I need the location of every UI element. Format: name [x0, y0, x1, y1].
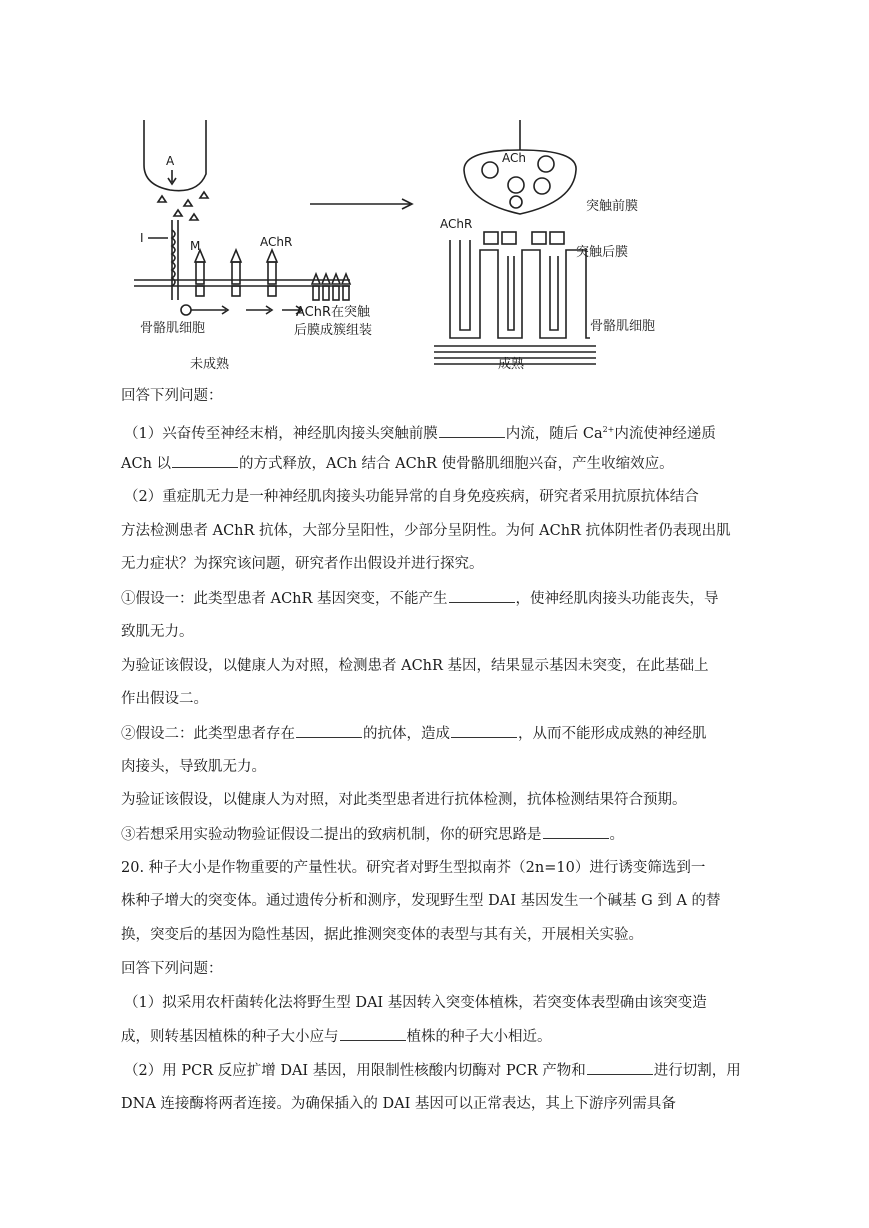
- label-postsynaptic: 突触后膜: [576, 245, 629, 260]
- caption-mature: 成熟: [498, 357, 525, 372]
- neuromuscular-junction-figure: [120, 110, 700, 378]
- text-line: 作出假设二。: [121, 691, 208, 707]
- research-idea-line: ③若想采用实验动物验证假设二提出的致病机制，你的研究思路是 。: [121, 824, 761, 845]
- label-ach: ACh: [502, 151, 526, 165]
- label-i: I: [140, 231, 144, 245]
- answer-blank[interactable]: [296, 723, 362, 738]
- text-line: （2）重症肌无力是一种神经肌肉接头功能异常的自身免疫疾病，研究者采用抗原抗体结合: [124, 489, 699, 505]
- answer-blank[interactable]: [543, 824, 609, 839]
- text-line: 为验证该假设，以健康人为对照，检测患者 AChR 基因，结果显示基因未突变，在此基础上: [121, 658, 709, 674]
- label-skeletal-cell-left: 骨骼肌细胞: [140, 321, 206, 336]
- question-1-line-2: ACh 以 的方式释放，ACh 结合 AChR 使骨骼肌细胞兴奋，产生收缩效应。: [121, 453, 761, 474]
- label-a: A: [166, 154, 175, 168]
- caption-immature: 未成熟: [190, 357, 230, 372]
- hypothesis-1-line: ①假设一：此类型患者 AChR 基因突变，不能产生 ，使神经肌肉接头功能丧失，导: [121, 588, 761, 609]
- answer-blank[interactable]: [587, 1060, 653, 1075]
- hypothesis-2-line: ②假设二：此类型患者存在 的抗体，造成 ，从而不能形成成熟的神经肌: [121, 723, 761, 744]
- label-presynaptic: 突触前膜: [586, 199, 639, 214]
- text-line: 株种子增大的突变体。通过遗传分析和测序，发现野生型 DAI 基因发生一个碱基 G 到 A 的替: [121, 893, 721, 909]
- text-line: 回答下列问题：: [121, 388, 223, 404]
- label-achr-left: AChR: [260, 235, 293, 249]
- text-line: DNA 连接酶将两者连接。为确保插入的 DAI 基因可以正常表达，其上下游序列需具备: [121, 1096, 676, 1112]
- label-assembly-2: 后膜成簇组装: [294, 323, 373, 338]
- text-line: 回答下列问题：: [121, 961, 223, 977]
- answer-blank[interactable]: [439, 423, 505, 438]
- text-line: 肉接头，导致肌无力。: [121, 759, 266, 775]
- answer-blank[interactable]: [449, 588, 515, 603]
- label-achr-right: AChR: [440, 217, 473, 231]
- label-m: M: [190, 239, 201, 253]
- text-line: （1）拟采用农杆菌转化法将野生型 DAI 基因转入突变体植株，若突变体表型确由该突变造: [124, 995, 707, 1011]
- label-assembly-1: AChR在突触: [296, 305, 371, 320]
- text-line: 无力症状？为探究该问题，研究者作出假设并进行探究。: [121, 556, 484, 572]
- answer-blank[interactable]: [340, 1026, 406, 1041]
- text-line: 方法检测患者 AChR 抗体，大部分呈阳性，少部分呈阴性。为何 AChR 抗体阴性者仍表现出肌: [121, 523, 731, 539]
- question-1-line-1: （1）兴奋传至神经末梢，神经肌肉接头突触前膜 内流，随后 $Ca^{2+}$内流使神经递质: [124, 425, 716, 442]
- q20-2-line-1: （2）用 PCR 反应扩增 DAI 基因，用限制性核酸内切酶对 PCR 产物和 进行切割，用: [124, 1060, 764, 1081]
- answer-blank[interactable]: [172, 453, 238, 468]
- answer-blank[interactable]: [451, 723, 517, 738]
- text-line: 换，突变后的基因为隐性基因，据此推测突变体的表型与其有关，开展相关实验。: [121, 927, 643, 943]
- question-20-line-1: 20. 种子大小是作物重要的产量性状。研究者对野生型拟南芥（2n=10）进行诱变筛选到一: [121, 860, 706, 876]
- text-line: 致肌无力。: [121, 624, 194, 640]
- q20-1-line-2: 成，则转基因植株的种子大小应与 植株的种子大小相近。: [121, 1026, 761, 1047]
- label-skeletal-cell-right: 骨骼肌细胞: [590, 319, 656, 334]
- text-line: 为验证该假设，以健康人为对照，对此类型患者进行抗体检测，抗体检测结果符合预期。: [121, 792, 687, 808]
